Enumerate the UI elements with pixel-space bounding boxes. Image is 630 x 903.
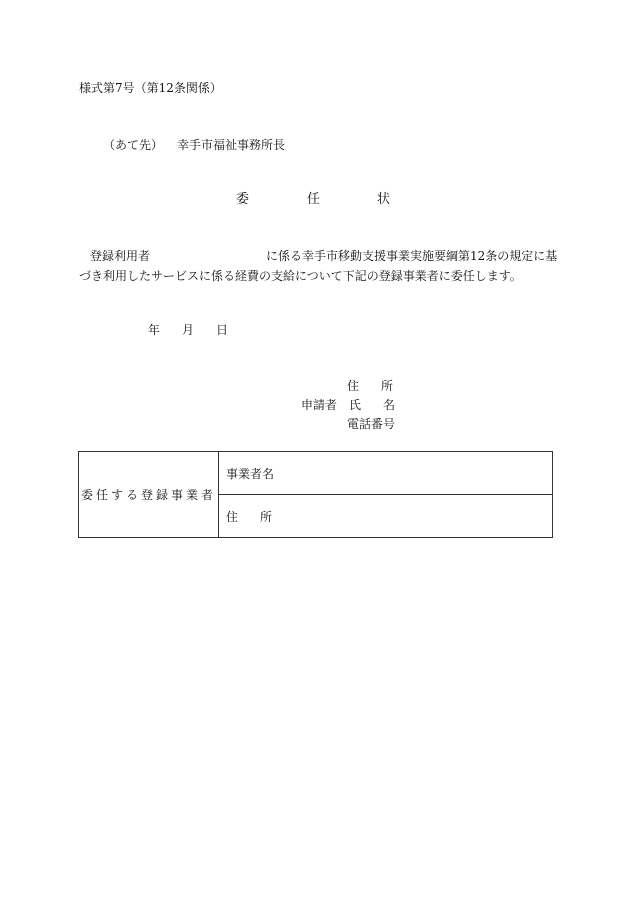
- business-address-char-2: 所: [260, 509, 273, 524]
- applicant-phone-label: 電話番号: [347, 417, 396, 431]
- agent-table: [78, 451, 553, 538]
- document-title: [0, 192, 630, 208]
- address-char-2: 所: [381, 379, 394, 393]
- business-name-field[interactable]: [219, 452, 553, 495]
- agent-table-heading: 委任する登録事業者: [79, 452, 219, 538]
- body-lead: 登録利用者: [90, 249, 151, 263]
- addressee: [103, 137, 285, 153]
- address-char-1: 住: [347, 379, 360, 393]
- title-char-3: 状: [377, 192, 391, 207]
- title-char-1: 委: [236, 192, 250, 207]
- date-day: 日: [216, 323, 229, 337]
- title-char-2: 任: [307, 192, 321, 207]
- applicant-name-line: [301, 397, 395, 413]
- addressee-prefix: （あて先）: [103, 138, 164, 152]
- date-year: 年: [148, 323, 161, 337]
- applicant-label: 申請者: [301, 398, 338, 412]
- applicant-address-label: [347, 378, 393, 394]
- date-line: [148, 322, 228, 338]
- body-line-1: [90, 248, 557, 264]
- addressee-name: 幸手市福祉事務所長: [177, 138, 286, 152]
- business-name-label: 事業者名: [226, 466, 275, 481]
- name-char-1: 氏: [349, 398, 362, 412]
- body-line-2: づき利用したサービスに係る経費の支給について下記の登録事業者に委任します。: [79, 269, 522, 283]
- date-month: 月: [182, 323, 195, 337]
- business-address-field[interactable]: [219, 495, 553, 538]
- business-address-char-1: 住: [226, 509, 239, 524]
- name-char-2: 名: [383, 398, 396, 412]
- body-line-1-rest: に係る幸手市移動支援事業実施要綱第12条の規定に基: [266, 249, 558, 263]
- form-number: 様式第7号（第12条関係）: [79, 81, 222, 95]
